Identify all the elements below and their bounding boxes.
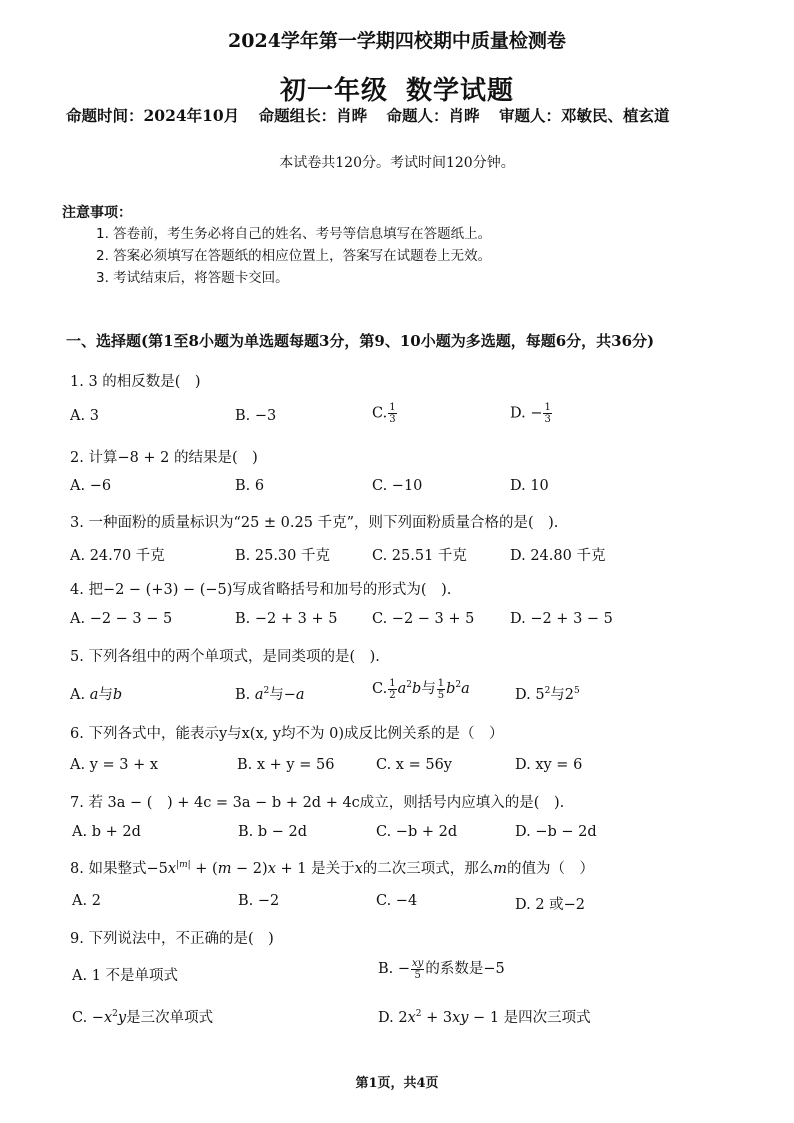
note-item: 3. 考试结束后，将答题卡交回。 xyxy=(96,270,289,286)
question-stem: 2. 计算−8 + 2 的结果是( ) xyxy=(70,450,258,466)
option-a: A. 3 xyxy=(70,408,99,424)
question-stem: 6. 下列各式中，能表示y与x(x, y均不为 0)成反比例关系的是（ ） xyxy=(70,726,504,742)
exam-info-line xyxy=(66,104,683,126)
option-d: D. $5^2$与$2^5$ xyxy=(515,686,580,703)
option-a: A. 24.70 千克 xyxy=(70,548,165,564)
question-stem: 7. 若 3a − ( ) + 4c = 3a − b + 2d + 4c成立，则括号内应填入的是( ). xyxy=(70,795,565,811)
option-b: B. b − 2d xyxy=(238,824,308,840)
question-stem: 1. 3 的相反数是( ) xyxy=(70,374,201,390)
paper-title xyxy=(0,70,794,107)
info-date: 命题时间：2024年10月 xyxy=(66,106,240,125)
option-d: D. 2 或−2 xyxy=(515,897,586,913)
section-title: 一、选择题(第1至8小题为单选题每题3分，第9、10小题为多选题，每题6分，共36分) xyxy=(66,332,655,350)
option-a: A. 2 xyxy=(72,893,101,909)
option-b: B. $a^2$与−a xyxy=(235,686,305,703)
question-stem: 8. 如果整式$-5x^{|m|} + (m - 2)x + 1$ 是关于x的二次三项式，那么m的值为（ ） xyxy=(70,860,595,877)
option-b: B. x + y = 56 xyxy=(237,757,335,773)
option-d: D. $2x^2 + 3xy - 1$ 是四次三项式 xyxy=(378,1009,591,1026)
option-a: A. 1 不是单项式 xyxy=(72,968,179,984)
option-c: C. 25.51 千克 xyxy=(372,548,467,564)
option-b: B. − $\frac{xy}{5}$ 的系数是−5 xyxy=(378,957,505,981)
question-stem: 3. 一种面粉的质量标识为“25 ± 0.25 千克”，则下列面粉质量合格的是( ). xyxy=(70,515,559,531)
exam-title: 2024学年第一学期四校期中质量检测卷 xyxy=(228,30,566,52)
option-d: D. 24.80 千克 xyxy=(510,548,606,564)
option-d: D. xy = 6 xyxy=(515,757,583,773)
option-c: C. x = 56y xyxy=(376,757,452,773)
option-b: B. 25.30 千克 xyxy=(235,548,330,564)
option-d: D. − $\frac{1}{3}$ xyxy=(510,402,551,425)
option-a: A. y = 3 + x xyxy=(70,757,159,773)
option-d: D. −b − 2d xyxy=(515,824,597,840)
option-c: C. $\frac{1}{3}$ xyxy=(372,402,396,425)
question-stem: 9. 下列说法中，不正确的是( ) xyxy=(70,931,274,947)
option-d: D. 10 xyxy=(510,478,549,494)
info-reviewer: 审题人：邓敏民、植玄道 xyxy=(498,106,670,125)
option-a: A. b + 2d xyxy=(72,824,141,840)
option-b: B. 6 xyxy=(235,478,265,494)
option-c: C. −b + 2d xyxy=(376,824,458,840)
option-a: A. −2 − 3 − 5 xyxy=(70,611,173,627)
option-c: C. $\frac{1}{2}$ $a^2b$与 $\frac{1}{5}$ $b^2a$ xyxy=(372,677,470,701)
option-c: C. −2 − 3 + 5 xyxy=(372,611,475,627)
option-b: B. −2 + 3 + 5 xyxy=(235,611,338,627)
option-a: A. a与b xyxy=(70,687,123,703)
page-footer: 第1页，共4页 xyxy=(355,1076,439,1091)
option-d: D. −2 + 3 − 5 xyxy=(510,611,613,627)
grade-label: 初一年级 xyxy=(279,76,388,106)
notes-heading: 注意事项： xyxy=(62,205,132,221)
option-c: C. $-x^2y$是三次单项式 xyxy=(72,1009,214,1026)
info-lead: 命题组长：肖晔 xyxy=(258,106,368,125)
note-item: 2. 答案必须填写在答题纸的相应位置上，答案写在试题卷上无效。 xyxy=(96,248,492,264)
option-b: B. −3 xyxy=(235,408,277,424)
subject-label: 数学试题 xyxy=(406,76,515,106)
question-stem: 4. 把−2 − (+3) − (−5)写成省略括号和加号的形式为( ). xyxy=(70,582,452,598)
option-b: B. −2 xyxy=(238,893,280,909)
note-item: 1. 答卷前，考生务必将自己的姓名、考号等信息填写在答题纸上。 xyxy=(96,226,492,242)
info-author: 命题人：肖晔 xyxy=(386,106,480,125)
question-stem: 5. 下列各组中的两个单项式，是同类项的是( ). xyxy=(70,649,380,665)
option-c: C. −4 xyxy=(376,893,418,909)
option-a: A. −6 xyxy=(70,478,112,494)
option-c: C. −10 xyxy=(372,478,423,494)
score-time: 本试卷共120分。考试时间120分钟。 xyxy=(279,155,515,171)
